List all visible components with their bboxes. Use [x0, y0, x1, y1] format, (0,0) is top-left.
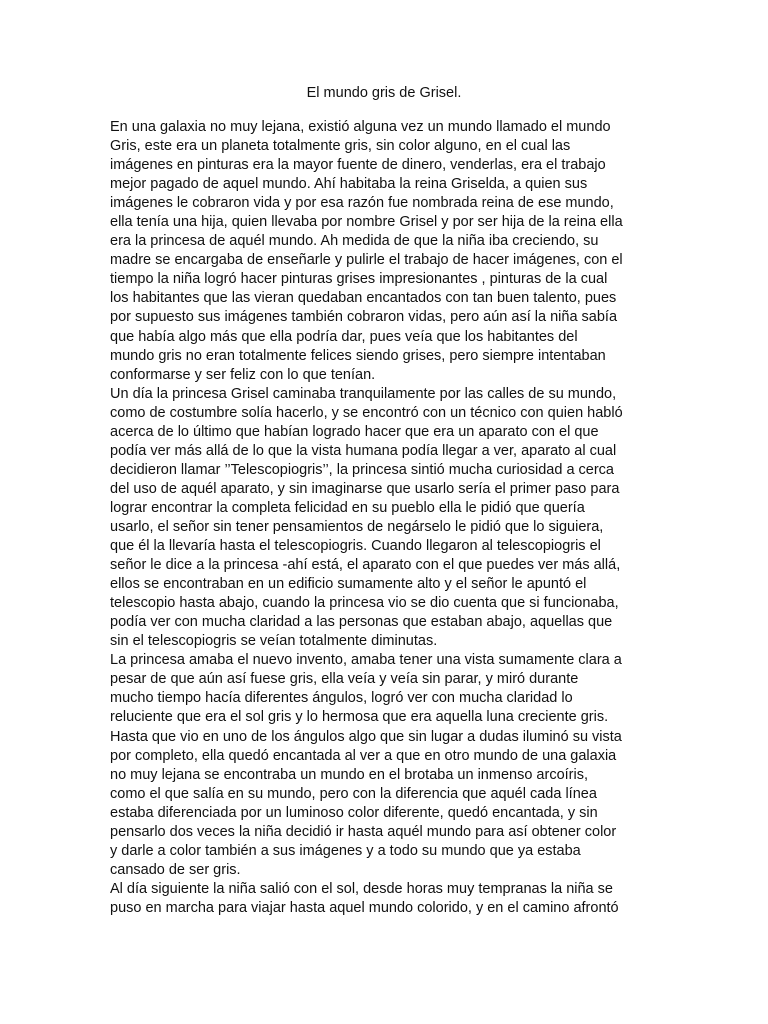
text-line: reluciente que era el sol gris y lo hermosa que era aquella luna creciente gris. — [110, 709, 609, 726]
text-line: como de costumbre solía hacerlo, y se encontró con un técnico con quien habló — [110, 404, 623, 421]
text-line: tiempo la niña logró hacer pinturas grises impresionantes , pinturas de la cual — [110, 271, 608, 288]
text-line: usarlo, el señor sin tener pensamientos de negárselo le pidió que lo siguiera, — [110, 518, 604, 535]
text-line: telescopio hasta abajo, cuando la princesa vio se dio cuenta que si funcionaba, — [110, 595, 619, 612]
text-line: por supuesto sus imágenes también cobraron vidas, pero aún así la niña sabía — [110, 309, 618, 326]
text-line: cansado de ser gris. — [110, 861, 241, 878]
text-line: del uso de aquél aparato, y sin imaginarse que usarlo sería el primer paso para — [110, 480, 620, 497]
text-line: estaba diferenciada por un luminoso color diferente, quedó encantada, y sin — [110, 804, 598, 821]
text-line: La princesa amaba el nuevo invento, amaba tener una vista sumamente clara a — [110, 652, 622, 669]
text-line: ellos se encontraban en un edificio sumamente alto y el señor le apuntó el — [110, 576, 587, 593]
text-line: madre se encargaba de enseñarle y pulirle el trabajo de hacer imágenes, con el — [110, 252, 623, 269]
text-line: decidieron llamar ’’Telescopiogris’’, la princesa sintió mucha curiosidad a cerca — [110, 461, 614, 478]
text-line: imágenes le cobraron vida y por esa razón fue nombrada reina de ese mundo, — [110, 195, 614, 212]
text-line: Hasta que vio en uno de los ángulos algo que sin lugar a dudas iluminó su vista — [110, 728, 622, 745]
text-line: pensarlo dos veces la niña decidió ir hasta aquél mundo para así obtener color — [110, 823, 617, 840]
text-line: imágenes en pinturas era la mayor fuente de dinero, venderlas, era el trabajo — [110, 157, 606, 174]
text-line: que había algo más que ella podría dar, pues veía que los habitantes del — [110, 328, 578, 345]
text-line: no muy lejana se encontraba un mundo en el brotaba un inmenso arcoíris, — [110, 766, 588, 783]
text-line: mundo gris no eran totalmente felices siendo grises, pero siempre intentaban — [110, 347, 606, 364]
text-line: Gris, este era un planeta totalmente gris, sin color alguno, en el cual las — [110, 138, 571, 155]
text-line: En una galaxia no muy lejana, existió alguna vez un mundo llamado el mundo — [110, 119, 611, 135]
text-line: era la princesa de aquél mundo. Ah medida de que la niña iba creciendo, su — [110, 233, 599, 250]
text-line: que él la llevaría hasta el telescopiogris. Cuando llegaron al telescopiogris el — [110, 538, 601, 555]
document-body — [110, 118, 666, 918]
text-line: podía ver más allá de lo que la vista humana podía llegar a ver, aparato al cual — [110, 442, 617, 459]
text-line: y darle a color también a sus imágenes y a todo su mundo que ya estaba — [110, 842, 581, 859]
document-title: El mundo gris de Grisel. — [306, 85, 462, 101]
text-line: Al día siguiente la niña salió con el sol, desde horas muy tempranas la niña se — [110, 880, 613, 897]
text-line: los habitantes que las vieran quedaban encantados con tan buen talento, pues — [110, 290, 617, 307]
text-line: ella tenía una hija, quien llevaba por nombre Grisel y por ser hija de la reina ella — [110, 214, 623, 231]
text-line: Un día la princesa Grisel caminaba tranquilamente por las calles de su mundo, — [110, 385, 617, 402]
text-line: conformarse y ser feliz con lo que tenían. — [110, 366, 376, 383]
text-line: pesar de que aún así fuese gris, ella veía y veía sin parar, y miró durante — [110, 671, 579, 688]
text-line: sin el telescopiogris se veían totalmente diminutas. — [110, 633, 438, 650]
text-line: mucho tiempo hacía diferentes ángulos, logró ver con mucha claridad lo — [110, 690, 573, 707]
text-line: acerca de lo último que habían logrado hacer que era un aparato con el que — [110, 423, 599, 440]
text-line: como el que salía en su mundo, pero con la diferencia que aquél cada línea — [110, 785, 597, 802]
text-line: puso en marcha para viajar hasta aquel mundo colorido, y en el camino afrontó — [110, 899, 619, 916]
text-line: mejor pagado de aquel mundo. Ahí habitaba la reina Griselda, a quien sus — [110, 176, 588, 193]
text-line: lograr encontrar la completa felicidad en su pueblo ella le pidió que quería — [110, 499, 585, 516]
text-line: por completo, ella quedó encantada al ver a que en otro mundo de una galaxia — [110, 747, 617, 764]
text-line: señor le dice a la princesa -ahí está, el aparato con el que puedes ver más allá, — [110, 557, 621, 574]
text-line: podía ver con mucha claridad a las personas que estaban abajo, aquellas que — [110, 614, 613, 631]
